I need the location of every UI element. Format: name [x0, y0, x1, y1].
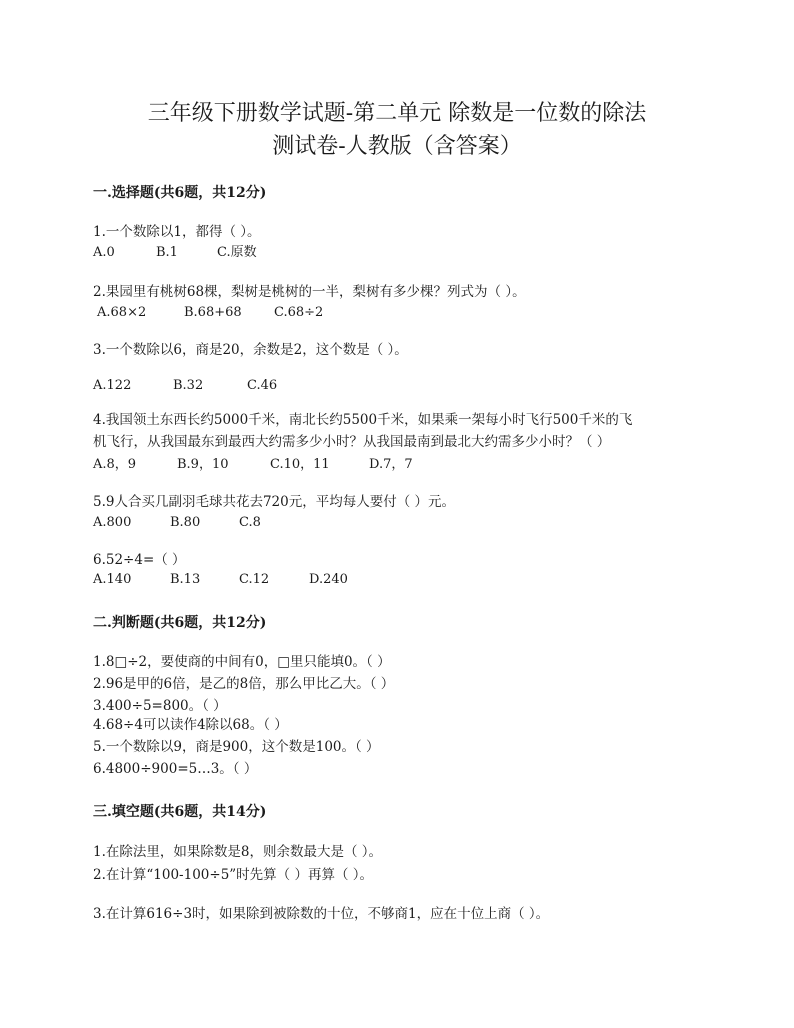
section-heading-fill-blank: 三.填空题(共6题，共14分) [93, 804, 267, 820]
question-5-options [93, 514, 261, 532]
question-1-text: 1.一个数除以1，都得（ ）。 [93, 224, 261, 240]
option-a: A.0 [93, 245, 115, 260]
option-c: C.10，11 [270, 457, 330, 472]
judgement-item-5: 5.一个数除以9，商是900，这个数是100。（ ） [93, 739, 380, 755]
option-c: C.12 [239, 572, 270, 587]
question-6-options [93, 571, 348, 589]
question-3-options [93, 377, 277, 395]
judgement-item-1: 1.8□÷2，要使商的中间有0，□里只能填0。（ ） [93, 654, 391, 670]
judgement-item-2: 2.96是甲的6倍，是乙的8倍，那么甲比乙大。（ ） [93, 676, 395, 692]
question-4-text-line-1: 4.我国领土东西长约5000千米，南北长约5500千米，如果乘一架每小时飞行500千米的飞 [93, 412, 633, 428]
question-6-text: 6.52÷4=（ ） [93, 552, 186, 568]
option-d: D.7，7 [369, 457, 413, 472]
fill-blank-item-1: 1.在除法里，如果除数是8，则余数最大是（ ）。 [93, 844, 383, 860]
option-c: C.8 [239, 515, 261, 530]
option-a: A.140 [93, 572, 132, 587]
question-4-text-line-2: 机飞行，从我国最东到最西大约需多少小时？从我国最南到最北大约需多少小时？（ ） [93, 434, 611, 450]
page-title-line-2: 测试卷-人教版（含答案） [272, 134, 522, 159]
fill-blank-item-2: 2.在计算“100-100÷5”时先算（ ）再算（ ）。 [93, 867, 374, 883]
section-heading-choice: 一.选择题(共6题，共12分) [93, 185, 267, 201]
option-b: B.32 [173, 378, 204, 393]
option-c: C.46 [247, 378, 278, 393]
option-b: B.68+68 [184, 305, 242, 320]
section-heading-judgement: 二.判断题(共6题，共12分) [93, 615, 267, 631]
option-d: D.240 [309, 572, 348, 587]
option-a: A.8，9 [93, 457, 137, 472]
judgement-item-3: 3.400÷5=800。（ ） [93, 698, 227, 714]
option-b: B.9，10 [177, 457, 229, 472]
question-3-text: 3.一个数除以6，商是20，余数是2，这个数是（ ）。 [93, 342, 408, 358]
option-a: A.800 [93, 515, 132, 530]
option-c: C.68÷2 [274, 305, 324, 320]
judgement-item-6: 6.4800÷900=5…3。（ ） [93, 761, 258, 777]
page-title-line-1: 三年级下册数学试题-第二单元 除数是一位数的除法 [147, 101, 647, 126]
option-b: B.80 [170, 515, 201, 530]
option-b: B.13 [170, 572, 201, 587]
question-2-options [97, 304, 323, 322]
option-a: A.122 [93, 378, 132, 393]
question-2-text: 2.果园里有桃树68棵，梨树是桃树的一半，梨树有多少棵？列式为（ ）。 [93, 284, 526, 300]
judgement-item-4: 4.68÷4可以读作4除以68。（ ） [93, 717, 288, 733]
option-b: B.1 [156, 245, 178, 260]
option-c: C.原数 [217, 245, 257, 260]
fill-blank-item-3: 3.在计算616÷3时，如果除到被除数的十位，不够商1，应在十位上商（ ）。 [93, 906, 550, 922]
question-4-options [93, 456, 413, 474]
option-a: A.68×2 [97, 305, 147, 320]
question-1-options [93, 244, 257, 262]
question-5-text: 5.9人合买几副羽毛球共花去720元，平均每人要付（ ）元。 [93, 494, 456, 510]
